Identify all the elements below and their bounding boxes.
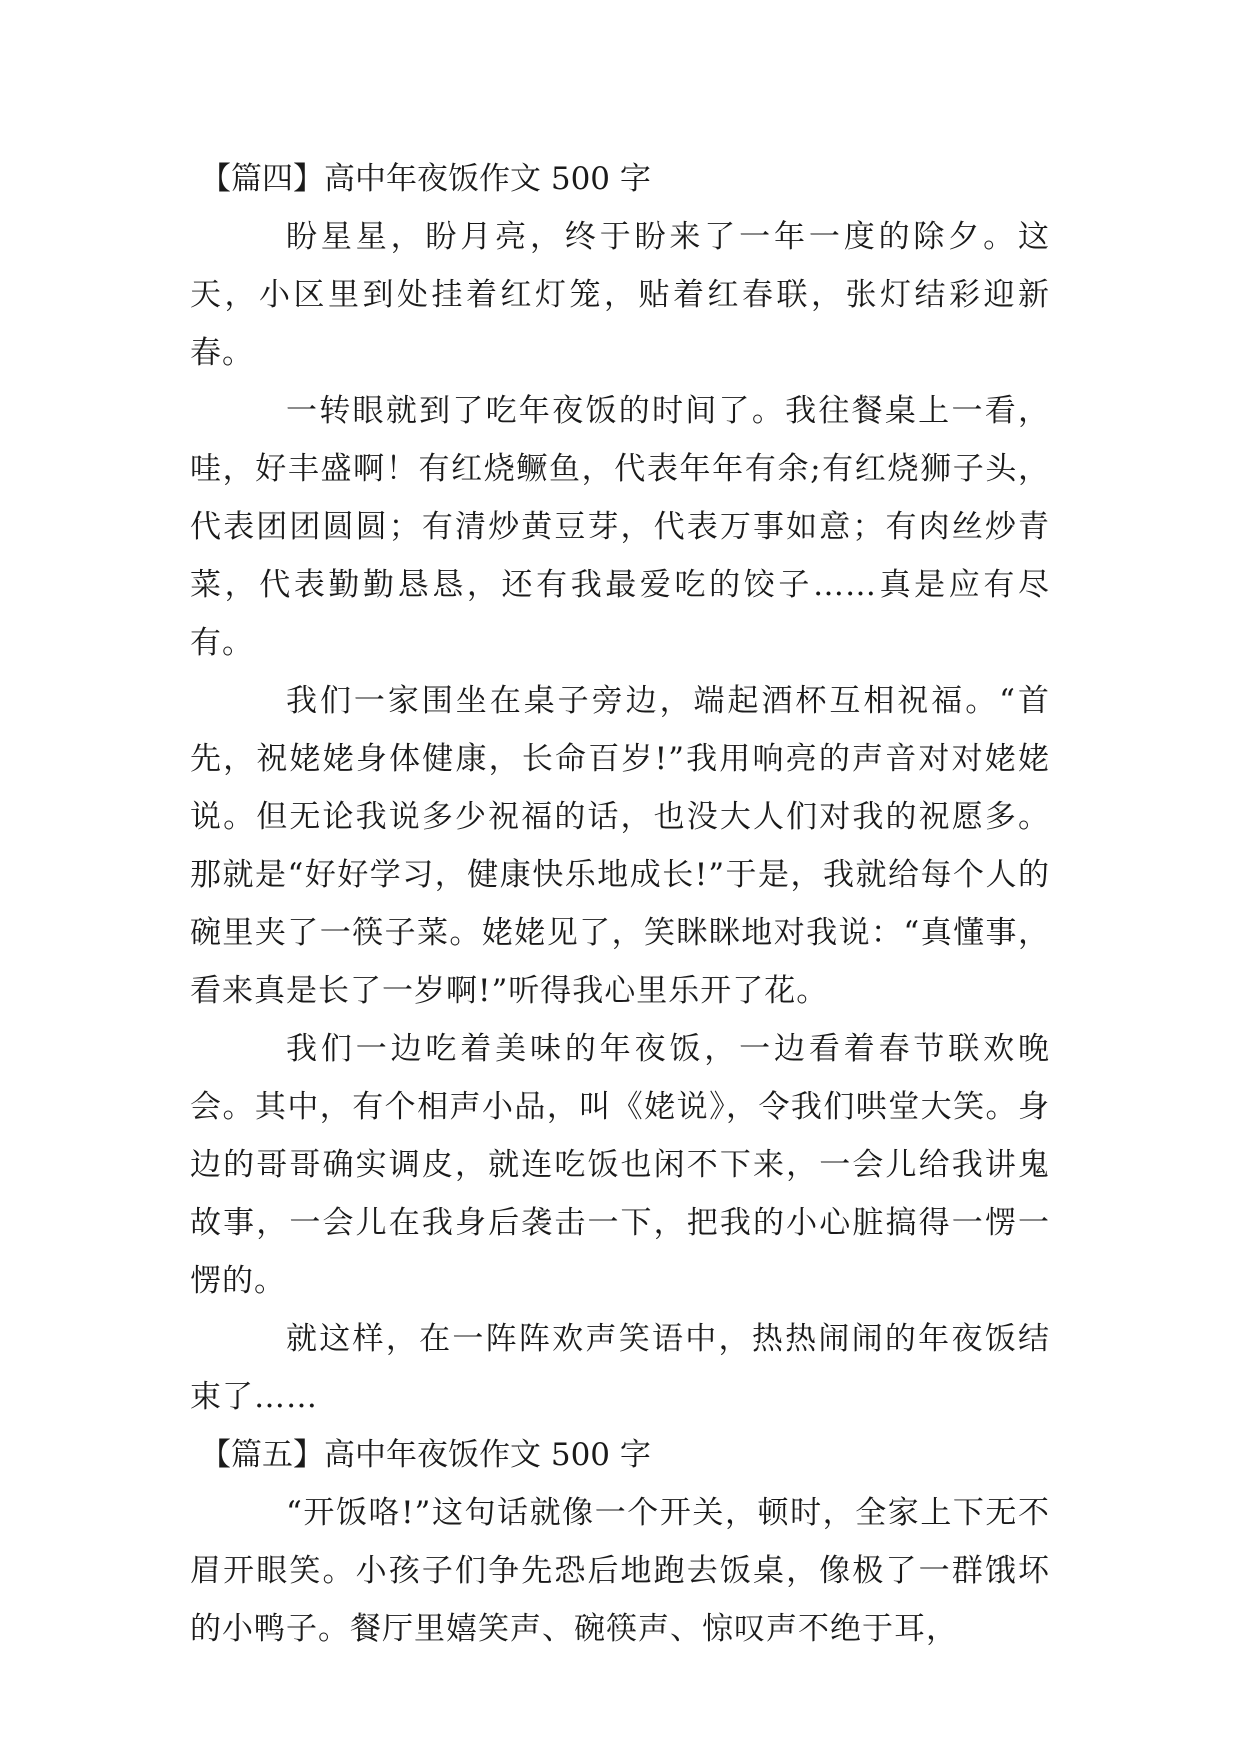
section-heading: 【篇四】高中年夜饭作文 500 字: [200, 161, 651, 197]
paragraph: 我们一边吃着美味的年夜饭，一边看着春节联欢晚会。其中，有个相声小品，叫《姥说》，令我们哄堂大笑。身边的哥哥确实调皮，就连吃饭也闲不下来，一会儿给我讲鬼故事，一会儿在我身后袭击一下，把我的小心脏搞得一愣一愣的。: [190, 1031, 1050, 1299]
paragraph: 盼星星，盼月亮，终于盼来了一年一度的除夕。这天，小区里到处挂着红灯笼，贴着红春联，张灯结彩迎新春。: [190, 219, 1050, 371]
essay-section-4: [190, 150, 1050, 1426]
paragraph: 一转眼就到了吃年夜饭的时间了。我往餐桌上一看，哇，好丰盛啊！有红烧鳜鱼，代表年年有余;有红烧狮子头，代表团团圆圆；有清炒黄豆芽，代表万事如意；有肉丝炒青菜，代表勤勤恳恳，还有我最爱吃的饺子……真是应有尽有。: [190, 393, 1050, 661]
essay-section-5: [190, 1426, 1050, 1658]
paragraph: 我们一家围坐在桌子旁边，端起酒杯互相祝福。“首先，祝姥姥身体健康，长命百岁!”我用响亮的声音对对姥姥说。但无论我说多少祝福的话，也没大人们对我的祝愿多。那就是“好好学习，健康快乐地成长!”于是，我就给每个人的碗里夹了一筷子菜。姥姥见了，笑眯眯地对我说：“真懂事，看来真是长了一岁啊!”听得我心里乐开了花。: [190, 683, 1050, 1009]
paragraph: “开饭咯!”这句话就像一个开关，顿时，全家上下无不眉开眼笑。小孩子们争先恐后地跑去饭桌，像极了一群饿坏的小鸭子。餐厅里嬉笑声、碗筷声、惊叹声不绝于耳，: [190, 1495, 1050, 1647]
paragraph: 就这样，在一阵阵欢声笑语中，热热闹闹的年夜饭结束了……: [190, 1321, 1050, 1415]
essay-text: [190, 150, 1050, 1658]
section-heading: 【篇五】高中年夜饭作文 500 字: [200, 1437, 651, 1473]
